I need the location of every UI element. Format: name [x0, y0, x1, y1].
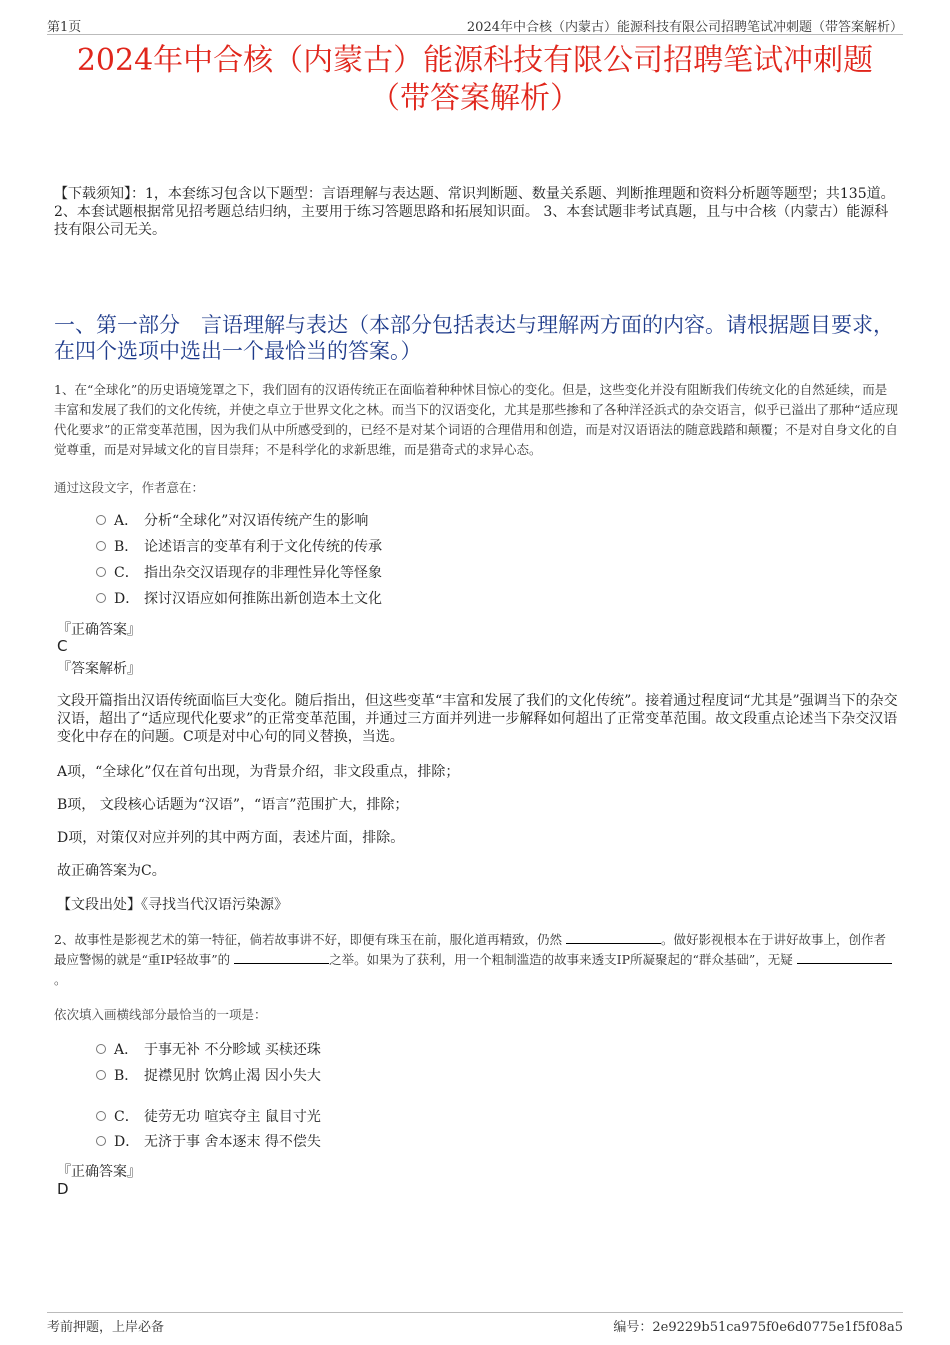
analysis-paragraph: 文段开篇指出汉语传统面临巨大变化。随后指出，但这些变革“丰富和发展了我们的文化传统”。接着通过程度词“尤其是”强调当下的杂交汉语，超出了“适应现代化要求”的正常变革范围，并通过三方面并列进一步解释如何超出了正常变革范围。故文段重点论述当下杂交汉语变化中存在的问题。C项是对中心句的同义替换，当选。 — [57, 693, 898, 745]
analysis-option-d: D项，对策仅对应并列的其中两方面，表述片面，排除。 — [57, 830, 405, 846]
radio-icon[interactable] — [96, 515, 106, 525]
analysis-source: 【文段出处】《寻找当代汉语污染源》 — [57, 897, 288, 913]
page-header — [47, 14, 903, 35]
question-2-answer: D — [57, 1180, 69, 1198]
analysis-conclusion: 故正确答案为C。 — [57, 863, 166, 879]
question-2-option-c[interactable]: C． 徒劳无功 喧宾夺主 鼠目寸光 — [96, 1107, 321, 1127]
question-2-answer-label: 『正确答案』 — [57, 1164, 141, 1180]
question-1-option-a[interactable]: A． 分析“全球化”对汉语传统产生的影响 — [96, 511, 368, 531]
question-1-option-b[interactable]: B． 论述语言的变革有利于文化传统的传承 — [96, 537, 382, 557]
radio-icon[interactable] — [96, 1070, 106, 1080]
question-1-option-d[interactable]: D． 探讨汉语应如何推陈出新创造本土文化 — [96, 589, 382, 609]
radio-icon[interactable] — [96, 593, 106, 603]
page-footer — [47, 1312, 903, 1335]
question-2-text: 2、故事性是影视艺术的第一特征，倘若故事讲不好，即便有珠玉在前，服化道再精致，仍然 。做好影视根本在于讲好故事上，创作者最应警惕的就是“重IP轻故事”的 之举。如果为了获利，用一个粗制滥造的故事来透支IP所凝聚起的“群众基础”，无疑 。 — [54, 930, 898, 990]
analysis-option-b: B项， 文段核心话题为“汉语”，“语言”范围扩大，排除； — [57, 797, 409, 813]
document-title — [40, 42, 910, 118]
title-line-1: 2024年中合核（内蒙古）能源科技有限公司招聘笔试冲刺题 — [76, 43, 874, 78]
fill-blank-1[interactable] — [566, 931, 661, 944]
footer-slogan: 考前押题，上岸必备 — [47, 1320, 165, 1335]
fill-blank-2[interactable] — [234, 951, 329, 964]
question-2-option-d[interactable]: D． 无济于事 舍本逐末 得不偿失 — [96, 1132, 321, 1152]
question-1-answer: C — [57, 637, 68, 655]
section-title: 一、第一部分 言语理解与表达（本部分包括表达与理解两方面的内容。请根据题目要求，在四个选项中选出一个最恰当的答案。） — [54, 313, 894, 363]
question-1-option-c[interactable]: C． 指出杂交汉语现存的非理性异化等怪象 — [96, 563, 382, 583]
question-2-option-a[interactable]: A． 于事无补 不分畛域 买椟还珠 — [96, 1040, 321, 1060]
header-doc-title: 2024年中合核（内蒙古）能源科技有限公司招聘笔试冲刺题（带答案解析） — [466, 20, 903, 35]
radio-icon[interactable] — [96, 567, 106, 577]
radio-icon[interactable] — [96, 1111, 106, 1121]
analysis-option-a: A项，“全球化”仅在首句出现，为背景介绍，非文段重点，排除； — [57, 764, 460, 780]
radio-icon[interactable] — [96, 541, 106, 551]
question-1-prompt: 通过这段文字，作者意在： — [54, 480, 205, 495]
question-2-prompt: 依次填入画横线部分最恰当的一项是： — [54, 1007, 267, 1022]
question-1-analysis-label: 『答案解析』 — [57, 661, 141, 677]
question-1-text: 1、在“全球化”的历史语境笼罩之下，我们固有的汉语传统正在面临着种种怵目惊心的变化。但是，这些变化并没有阻断我们传统文化的自然延续，而是丰富和发展了我们的文化传统，并使之卓立于世界文化之林。而当下的汉语变化，尤其是那些掺和了各种洋泾浜式的杂交语言，似乎已溢出了那种“适应现代化要求”的正常变革范围，因为我们从中所感受到的，已经不是对某个词语的合理借用和创造，而是对汉语语法的随意践踏和颠覆；不是对自身文化的自觉尊重，而是对异域文化的盲目崇拜；不是科学化的求新思维，而是猎奇式的求异心态。 — [54, 382, 898, 457]
question-1-answer-label: 『正确答案』 — [57, 622, 141, 638]
question-2-option-b[interactable]: B． 捉襟见肘 饮鸩止渴 因小失大 — [96, 1066, 321, 1086]
title-line-2: （带答案解析） — [370, 81, 580, 116]
radio-icon[interactable] — [96, 1044, 106, 1054]
page-number: 第1页 — [47, 20, 82, 35]
footer-doc-id: 编号：2e9229b51ca975f0e6d0775e1f5f08a5 — [613, 1320, 903, 1335]
radio-icon[interactable] — [96, 1136, 106, 1146]
fill-blank-3[interactable] — [797, 951, 892, 964]
download-notice: 【下载须知】：1，本套练习包含以下题型：言语理解与表达题、常识判断题、数量关系题、判断推理题和资料分析题等题型；共135道。 2、本套试题根据常见招考题总结归纳，主要用于练习答题思路和拓展知识面。 3、本套试题非考试真题，且与中合核（内蒙古）能源科技有限公司无关。 — [54, 186, 895, 238]
